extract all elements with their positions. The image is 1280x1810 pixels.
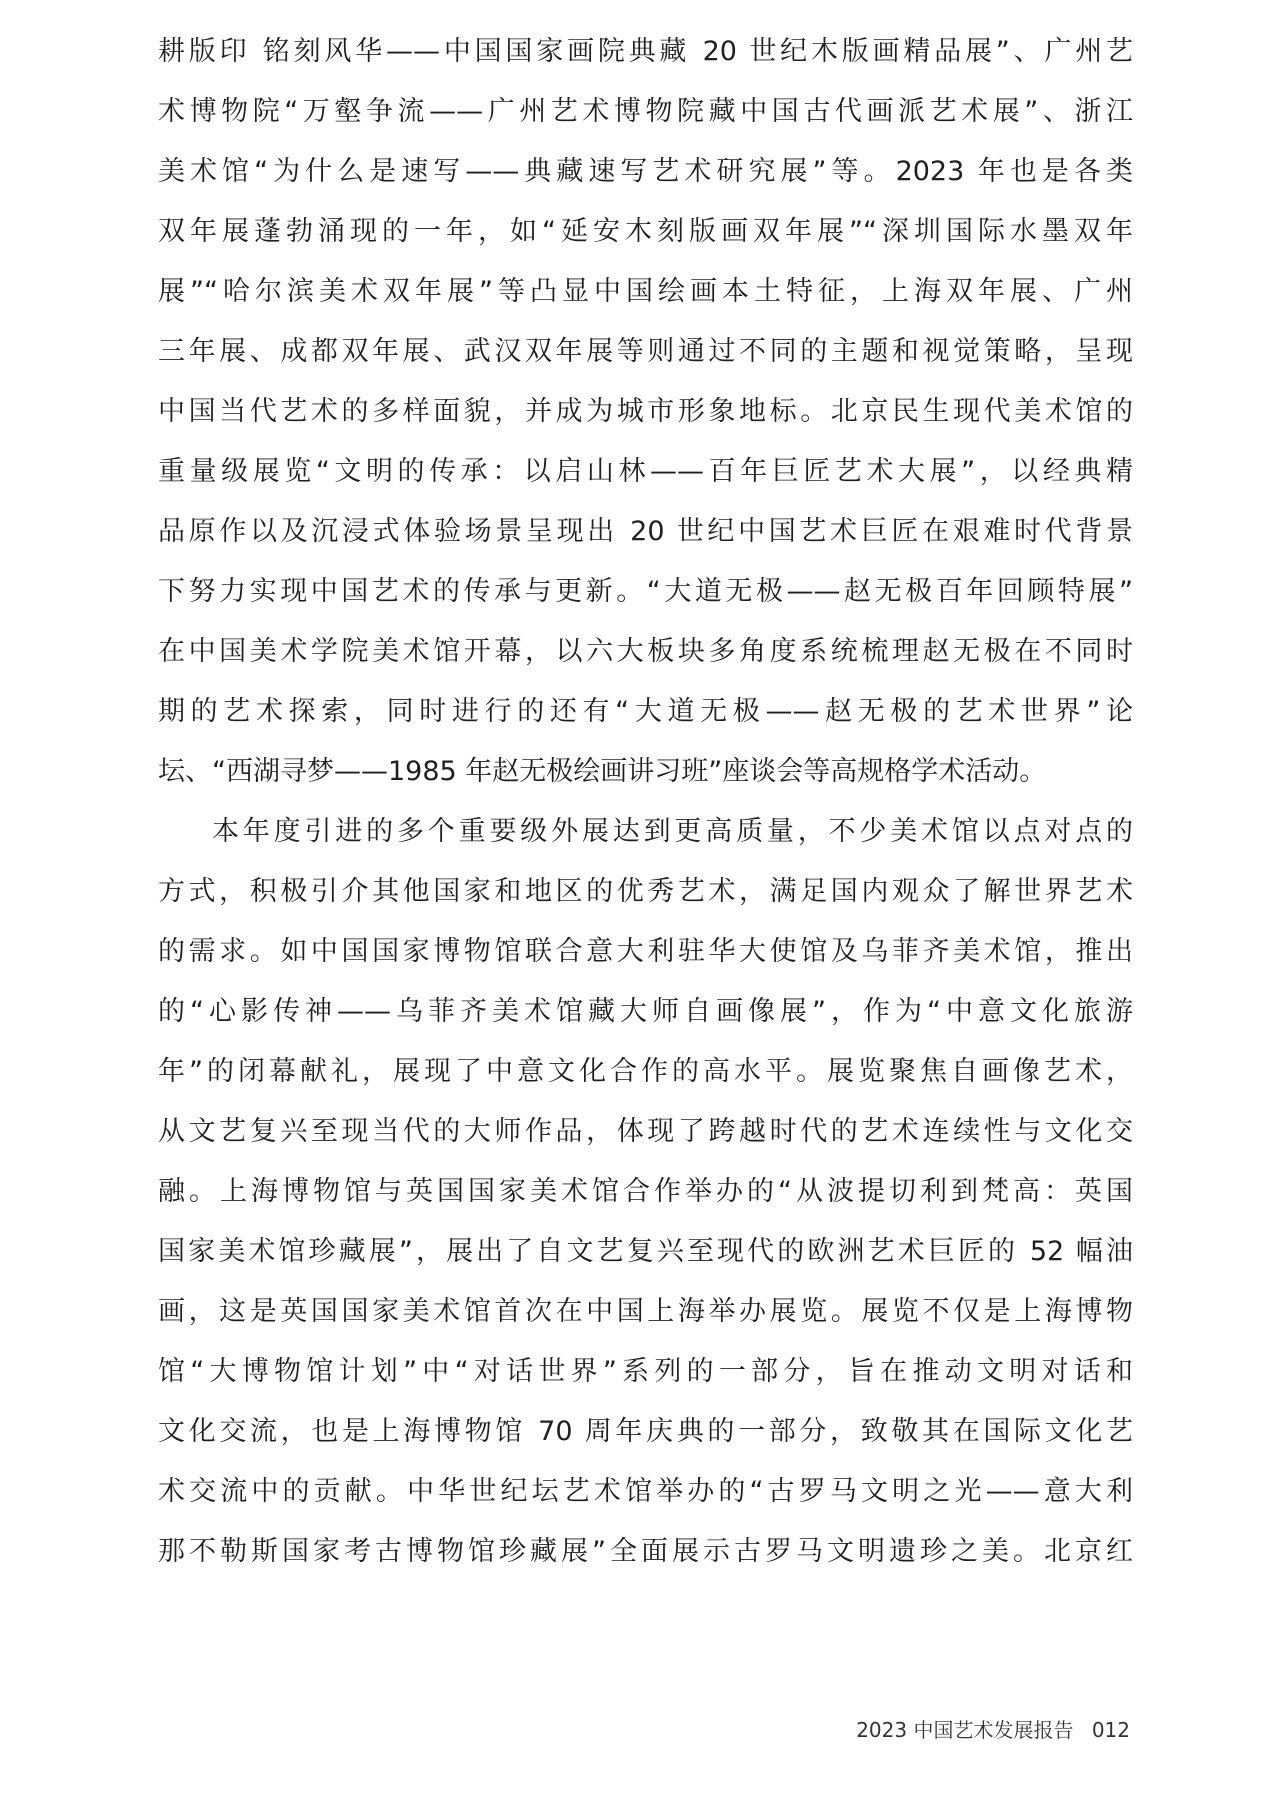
text-line: 方式，积极引介其他国家和地区的优秀艺术，满足国内观众了解世界艺术 (158, 876, 1133, 907)
text-line: 三年展、成都双年展、武汉双年展等则通过不同的主题和视觉策略，呈现 (158, 336, 1133, 367)
page-number: 012 (1091, 1718, 1130, 1742)
text-line: 耕版印 铭刻风华——中国国家画院典藏 20 世纪木版画精品展”、广州艺 (158, 36, 1133, 67)
text-line: 文化交流，也是上海博物馆 70 周年庆典的一部分，致敬其在国际文化艺 (158, 1416, 1133, 1447)
text-line: 展”“哈尔滨美术双年展”等凸显中国绘画本土特征，上海双年展、广州 (158, 276, 1133, 307)
paragraph-2 (158, 802, 1133, 1582)
text-line: 融。上海博物馆与英国国家美术馆合作举办的“从波提切利到梵高：英国 (158, 1176, 1133, 1207)
text-line: 坛、“西湖寻梦——1985 年赵无极绘画讲习班”座谈会等高规格学术活动。 (158, 756, 1047, 787)
body-text (158, 22, 1133, 1582)
text-line: 重量级展览“文明的传承：以启山林——百年巨匠艺术大展”，以经典精 (158, 456, 1133, 487)
text-line: 画，这是英国国家美术馆首次在中国上海举办展览。展览不仅是上海博物 (158, 1296, 1133, 1327)
page-footer (856, 1714, 1130, 1743)
text-line: 的需求。如中国国家博物馆联合意大利驻华大使馆及乌菲齐美术馆，推出 (158, 936, 1133, 967)
text-line: 期的艺术探索，同时进行的还有“大道无极——赵无极的艺术世界”论 (158, 696, 1133, 727)
text-line: 年”的闭幕献礼，展现了中意文化合作的高水平。展览聚焦自画像艺术， (158, 1056, 1133, 1087)
text-line: 下努力实现中国艺术的传承与更新。“大道无极——赵无极百年回顾特展” (158, 576, 1133, 607)
text-line: 本年度引进的多个重要级外展达到更高质量，不少美术馆以点对点的 (212, 816, 1133, 847)
text-line: 馆“大博物馆计划”中“对话世界”系列的一部分，旨在推动文明对话和 (158, 1356, 1133, 1387)
text-line: 术博物院“万壑争流——广州艺术博物院藏中国古代画派艺术展”、浙江 (158, 96, 1133, 127)
text-line: 从文艺复兴至现当代的大师作品，体现了跨越时代的艺术连续性与文化交 (158, 1116, 1133, 1147)
report-title: 2023 中国艺术发展报告 (856, 1718, 1074, 1742)
text-line: 术交流中的贡献。中华世纪坛艺术馆举办的“古罗马文明之光——意大利 (158, 1476, 1133, 1507)
paragraph-1 (158, 22, 1133, 802)
text-line: 双年展蓬勃涌现的一年，如“延安木刻版画双年展”“深圳国际水墨双年 (158, 216, 1133, 247)
text-line: 中国当代艺术的多样面貌，并成为城市形象地标。北京民生现代美术馆的 (158, 396, 1133, 427)
text-line: 在中国美术学院美术馆开幕，以六大板块多角度系统梳理赵无极在不同时 (158, 636, 1133, 667)
text-line: 品原作以及沉浸式体验场景呈现出 20 世纪中国艺术巨匠在艰难时代背景 (158, 516, 1133, 547)
text-line: 的“心影传神——乌菲齐美术馆藏大师自画像展”，作为“中意文化旅游 (158, 996, 1133, 1027)
text-line: 那不勒斯国家考古博物馆珍藏展”全面展示古罗马文明遗珍之美。北京红 (158, 1536, 1133, 1567)
text-line: 美术馆“为什么是速写——典藏速写艺术研究展”等。2023 年也是各类 (158, 156, 1133, 187)
text-line: 国家美术馆珍藏展”，展出了自文艺复兴至现代的欧洲艺术巨匠的 52 幅油 (158, 1236, 1133, 1267)
